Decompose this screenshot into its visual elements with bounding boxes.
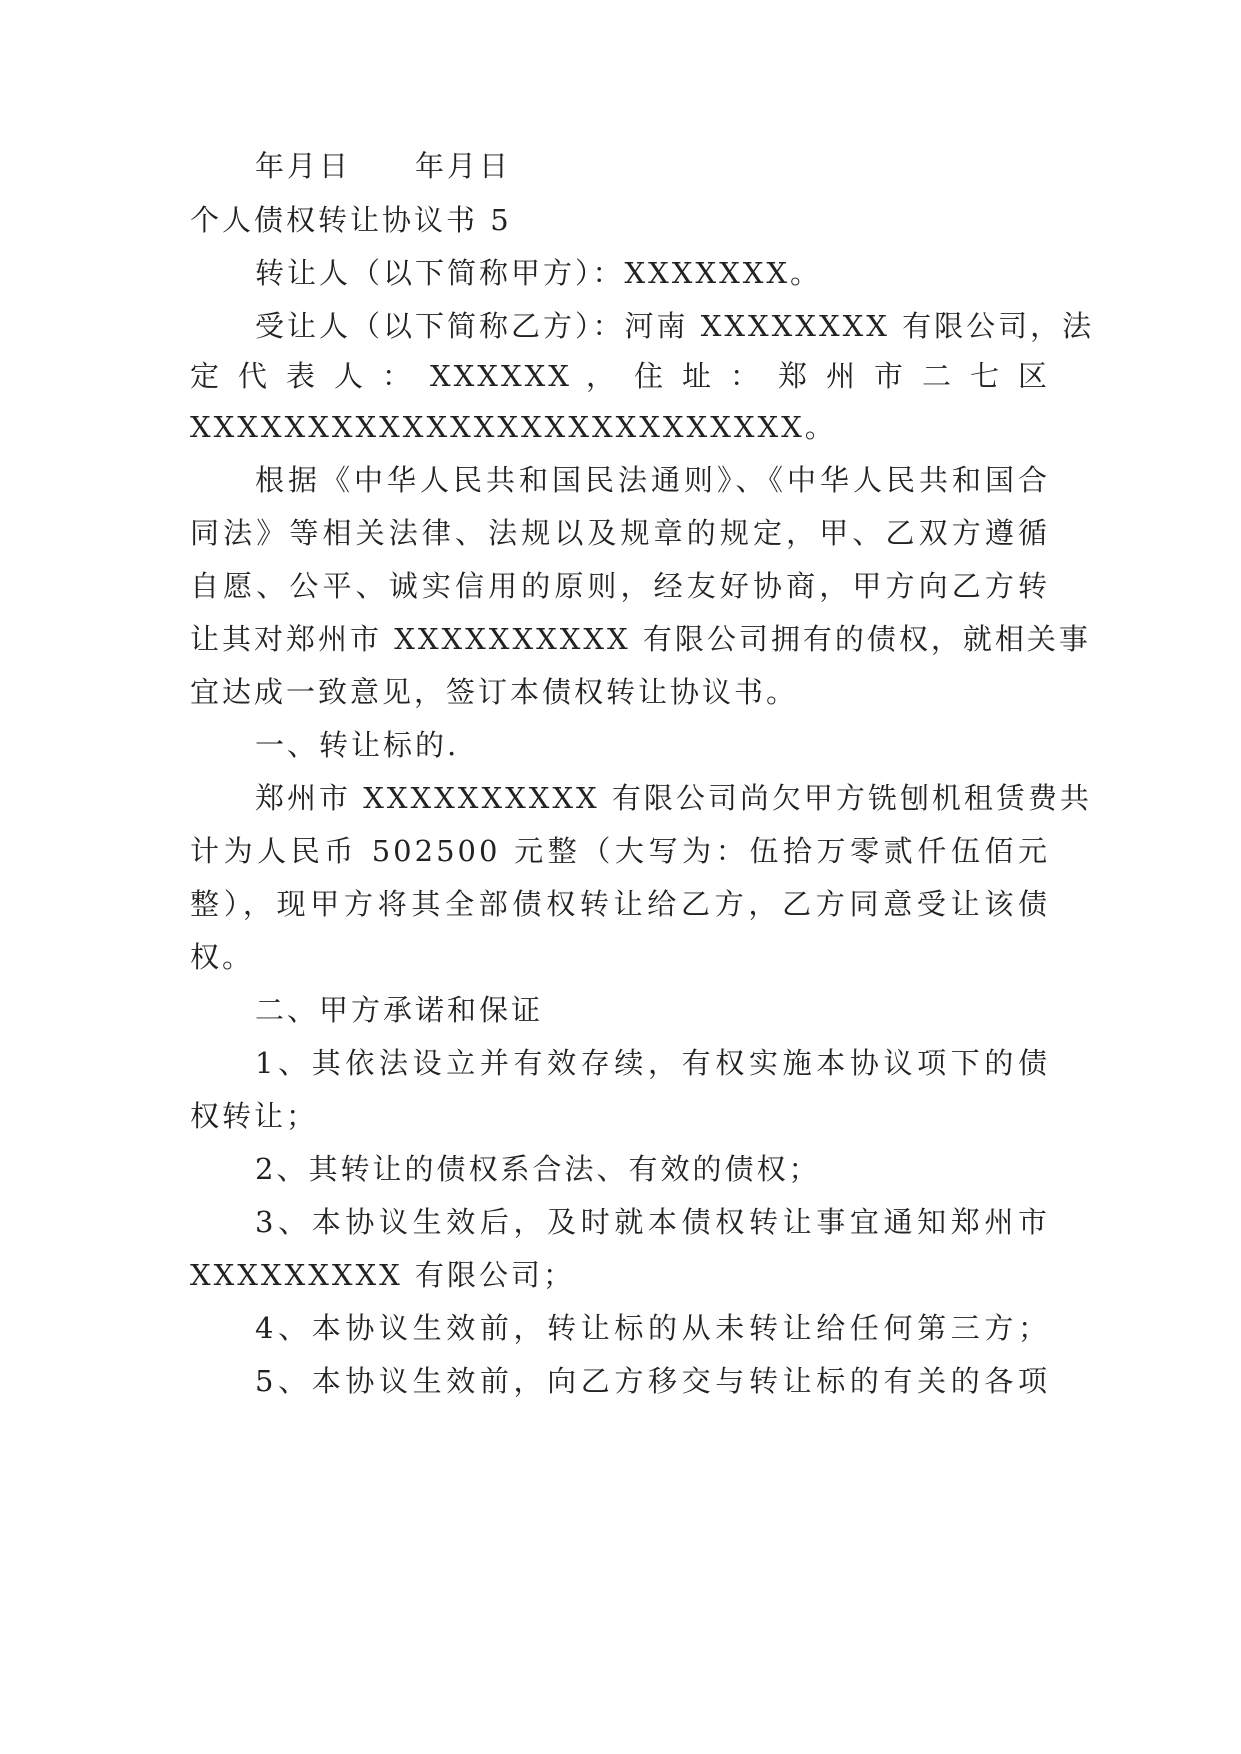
date-line: 年月日 年月日: [255, 149, 512, 183]
section-2-title: 二、甲方承诺和保证: [255, 993, 544, 1027]
item-2-line: 2、其转让的债权系合法、有效的债权；: [255, 1152, 821, 1186]
preamble-line-1: 根据《中华人民共和国民法通则》、《中华人民共和国合: [255, 463, 1050, 497]
item-1-line-1: 1、其依法设立并有效存续，有权实施本协议项下的债: [255, 1046, 1050, 1080]
preamble-line-5: 宜达成一致意见，签订本债权转让协议书。: [190, 675, 799, 709]
item-5-line: 5、本协议生效前，向乙方移交与转让标的有关的各项: [255, 1364, 1050, 1398]
preamble-line-2: 同法》等相关法律、法规以及规章的规定，甲、乙双方遵循: [190, 516, 1050, 550]
document-heading: 个人债权转让协议书 5: [190, 203, 512, 237]
item-3-line-1: 3、本协议生效后，及时就本债权转让事宜通知郑州市: [255, 1205, 1050, 1239]
section-1-title: 一、转让标的.: [255, 728, 460, 762]
section-1-line-3: 整），现甲方将其全部债权转让给乙方，乙方同意受让该债: [190, 887, 1050, 921]
item-4-line: 4、本协议生效前，转让标的从未转让给任何第三方；: [255, 1311, 1050, 1345]
item-1-line-2: 权转让；: [190, 1099, 319, 1133]
transferor-line: 转让人（以下简称甲方）：XXXXXXX。: [255, 256, 823, 290]
preamble-line-4: 让其对郑州市 XXXXXXXXXX 有限公司拥有的债权，就相关事: [190, 622, 1091, 656]
section-1-line-2: 计为人民币 502500 元整（大写为：伍拾万零贰仟伍佰元: [190, 834, 1050, 868]
section-1-line-1: 郑州市 XXXXXXXXXX 有限公司尚欠甲方铣刨机租赁费共: [255, 781, 1092, 815]
transferee-line-1: 受让人（以下简称乙方）：河南 XXXXXXXX 有限公司，法: [255, 309, 1095, 343]
transferee-line-2: 定 代 表 人 ： XXXXXX ， 住 址 ： 郑 州 市 二 七 区: [190, 359, 1050, 393]
preamble-line-3: 自愿、公平、诚实信用的原则，经友好协商，甲方向乙方转: [190, 569, 1050, 603]
transferee-line-3: XXXXXXXXXXXXXXXXXXXXXXXXXX。: [190, 410, 837, 444]
item-3-line-2: XXXXXXXXX 有限公司；: [190, 1258, 576, 1292]
section-1-line-4: 权。: [190, 940, 255, 974]
